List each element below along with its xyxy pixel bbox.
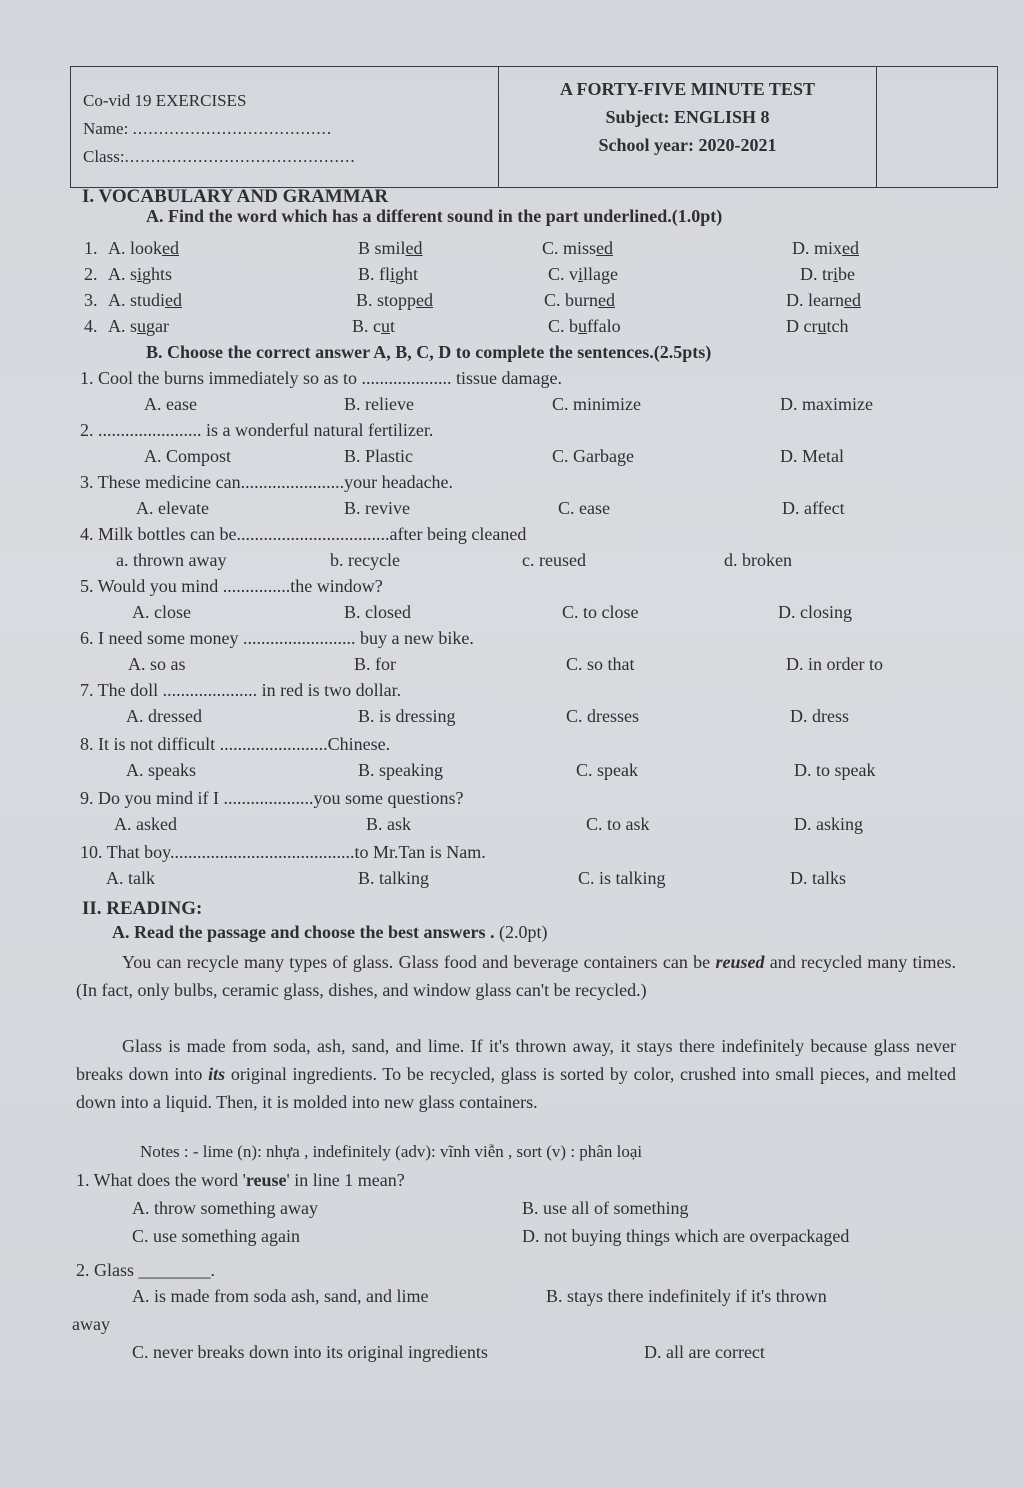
question-text: 6. I need some money ......................... buy a new bike. (80, 628, 474, 648)
option-d[interactable]: D. Metal (780, 446, 844, 466)
option-c[interactable]: C. use something again (132, 1226, 300, 1246)
question-text: 8. It is not difficult ........................Chinese. (80, 734, 391, 754)
option-c[interactable]: C. burned (544, 290, 615, 310)
option-c[interactable]: c. reused (522, 550, 586, 570)
option-d[interactable]: D. to speak (794, 760, 876, 780)
exercise-title: Co-vid 19 EXERCISES (83, 91, 247, 110)
reading-a-heading: A. Read the passage and choose the best answers . (2.0pt) (112, 922, 548, 942)
option-c[interactable]: C. speak (576, 760, 638, 780)
name-line: Name: ...................................... (83, 119, 333, 138)
option-a[interactable]: A. speaks (126, 760, 196, 780)
answer-row (0, 446, 1024, 472)
answer-row (0, 760, 1024, 786)
option-d[interactable]: D. closing (778, 602, 852, 622)
option-a[interactable]: A. so as (128, 654, 186, 674)
answer-row (0, 654, 1024, 680)
question-text: 9. Do you mind if I ....................you some questions? (80, 788, 464, 808)
option-a[interactable]: A. sugar (108, 316, 169, 336)
option-a[interactable]: A. elevate (136, 498, 209, 518)
option-c[interactable]: C. so that (566, 654, 635, 674)
option-b[interactable]: B. ask (366, 814, 411, 834)
option-d[interactable]: D. talks (790, 868, 846, 888)
question-text: 1. Cool the burns immediately so as to .................... tissue damage. (80, 368, 562, 388)
option-b[interactable]: B. relieve (344, 394, 414, 414)
option-b[interactable]: B. is dressing (358, 706, 456, 726)
pron-row: 3. A. studied B. stopped C. burned D. learned (84, 290, 861, 310)
school-year: School year: 2020-2021 (598, 135, 777, 155)
option-c[interactable]: C. to close (562, 602, 639, 622)
option-b[interactable]: B. stays there indefinitely if it's thrown (546, 1286, 827, 1306)
header-table (70, 66, 998, 188)
option-c[interactable]: C. is talking (578, 868, 666, 888)
reading-question-2: 2. Glass ________. (76, 1260, 215, 1280)
option-c[interactable]: C. buffalo (548, 316, 621, 336)
option-d[interactable]: D. not buying things which are overpackaged (522, 1226, 850, 1246)
option-b[interactable]: B. revive (344, 498, 410, 518)
option-b[interactable]: b. recycle (330, 550, 400, 570)
option-b[interactable]: B. flight (358, 264, 419, 284)
question-text: 10. That boy.........................................to Mr.Tan is Nam. (80, 842, 486, 862)
class-line: Class:............................................ (83, 147, 356, 166)
option-d[interactable]: D. tribe (800, 264, 856, 284)
answer-row (0, 394, 1024, 420)
question-text: 7. The doll ..................... in red is two dollar. (80, 680, 402, 700)
option-d[interactable]: d. broken (724, 550, 792, 570)
vocab-notes: Notes : - lime (n): nhựa , indefinitely (adv): vĩnh viễn , sort (v) : phân loại (140, 1142, 643, 1161)
option-a[interactable]: A. sights (108, 264, 173, 284)
option-c[interactable]: C. to ask (586, 814, 650, 834)
header-left-cell (71, 67, 499, 187)
pron-row: 2. A. sights B. flight C. village D. tribe (84, 264, 856, 284)
option-d[interactable]: D. mixed (792, 238, 860, 258)
question-text: 3. These medicine can.......................your headache. (80, 472, 454, 492)
question-text: 2. ....................... is a wonderful natural fertilizer. (80, 420, 434, 440)
answer-row (0, 550, 1024, 576)
answer-row (0, 1198, 1024, 1224)
option-b[interactable]: B. use all of something (522, 1198, 689, 1218)
answer-row (0, 498, 1024, 524)
reading-question-1: 1. What does the word 'reuse' in line 1 mean? (76, 1170, 405, 1190)
option-d[interactable]: D. asking (794, 814, 863, 834)
subject: Subject: ENGLISH 8 (605, 107, 770, 127)
option-a[interactable]: A. ease (144, 394, 197, 414)
option-a[interactable]: A. throw something away (132, 1198, 318, 1218)
option-a[interactable]: a. thrown away (116, 550, 227, 570)
option-d[interactable]: D. all are correct (644, 1342, 765, 1362)
option-c[interactable]: C. never breaks down into its original ingredients (132, 1342, 488, 1362)
passage-paragraph-2: Glass is made from soda, ash, sand, and lime. If it's thrown away, it stays there indefinitely because glass never breaks down into its original ingredients. To be recycled, glass is sorted by color, crushed into small pieces, and melted down into a liquid. Then, it is molded into new glass containers. (76, 1036, 957, 1112)
passage-paragraph-1: You can recycle many types of glass. Glass food and beverage containers can be reused and recycled many times. (In fact, only bulbs, ceramic glass, dishes, and window glass can't be recycled.) (76, 952, 957, 1000)
header-center-cell (499, 67, 877, 187)
option-b[interactable]: B. for (354, 654, 396, 674)
option-b[interactable]: B. stopped (356, 290, 434, 310)
answer-row (0, 1342, 1024, 1368)
option-d[interactable]: D crutch (786, 316, 849, 336)
option-a[interactable]: A. talk (106, 868, 155, 888)
section-heading-vocabulary: I. VOCABULARY AND GRAMMAR (82, 186, 389, 207)
option-d[interactable]: D. affect (782, 498, 845, 518)
option-c[interactable]: C. Garbage (552, 446, 634, 466)
answer-row (0, 706, 1024, 732)
option-d[interactable]: D. learned (786, 290, 861, 310)
score-cell (877, 67, 997, 187)
answer-row (0, 602, 1024, 628)
answer-row (0, 1286, 1024, 1312)
test-title: A FORTY-FIVE MINUTE TEST (560, 79, 815, 99)
answer-row (0, 814, 1024, 840)
option-b[interactable]: B. Plastic (344, 446, 414, 466)
option-b[interactable]: B smiled (358, 238, 423, 258)
option-c[interactable]: C. dresses (566, 706, 639, 726)
answer-row (0, 868, 1024, 894)
option-c[interactable]: C. minimize (552, 394, 641, 414)
option-a[interactable]: A. studied (108, 290, 183, 310)
option-b[interactable]: B. closed (344, 602, 411, 622)
option-b-continued: away (72, 1314, 110, 1334)
option-a[interactable]: A. close (132, 602, 191, 622)
option-a[interactable]: A. asked (114, 814, 177, 834)
option-a[interactable]: A. dressed (126, 706, 202, 726)
option-d[interactable]: D. dress (790, 706, 849, 726)
option-b[interactable]: B. cut (352, 316, 396, 336)
option-d[interactable]: D. maximize (780, 394, 873, 414)
section-a-heading: A. Find the word which has a different sound in the part underlined.(1.0pt) (146, 206, 723, 226)
section-heading-reading: II. READING: (82, 898, 203, 919)
question-text: 5. Would you mind ...............the window? (80, 576, 383, 596)
option-c[interactable]: C. missed (542, 238, 614, 258)
option-b[interactable]: B. speaking (358, 760, 443, 780)
answer-row (0, 1314, 1024, 1340)
option-a[interactable]: A. Compost (144, 446, 232, 466)
question-text: 4. Milk bottles can be..................................after being cleaned (80, 524, 527, 544)
option-c[interactable]: C. ease (558, 498, 610, 518)
pron-row: 4. A. sugar B. cut C. buffalo D crutch (84, 316, 849, 336)
option-c[interactable]: C. village (548, 264, 619, 284)
option-b[interactable]: B. talking (358, 868, 429, 888)
section-b-heading: B. Choose the correct answer A, B, C, D to complete the sentences.(2.5pts) (146, 342, 712, 362)
pron-row: 1. A. looked B smiled C. missed D. mixed (84, 238, 860, 258)
answer-row (0, 1226, 1024, 1252)
option-a[interactable]: A. looked (108, 238, 179, 258)
option-a[interactable]: A. is made from soda ash, sand, and lime (132, 1286, 429, 1306)
option-d[interactable]: D. in order to (786, 654, 883, 674)
